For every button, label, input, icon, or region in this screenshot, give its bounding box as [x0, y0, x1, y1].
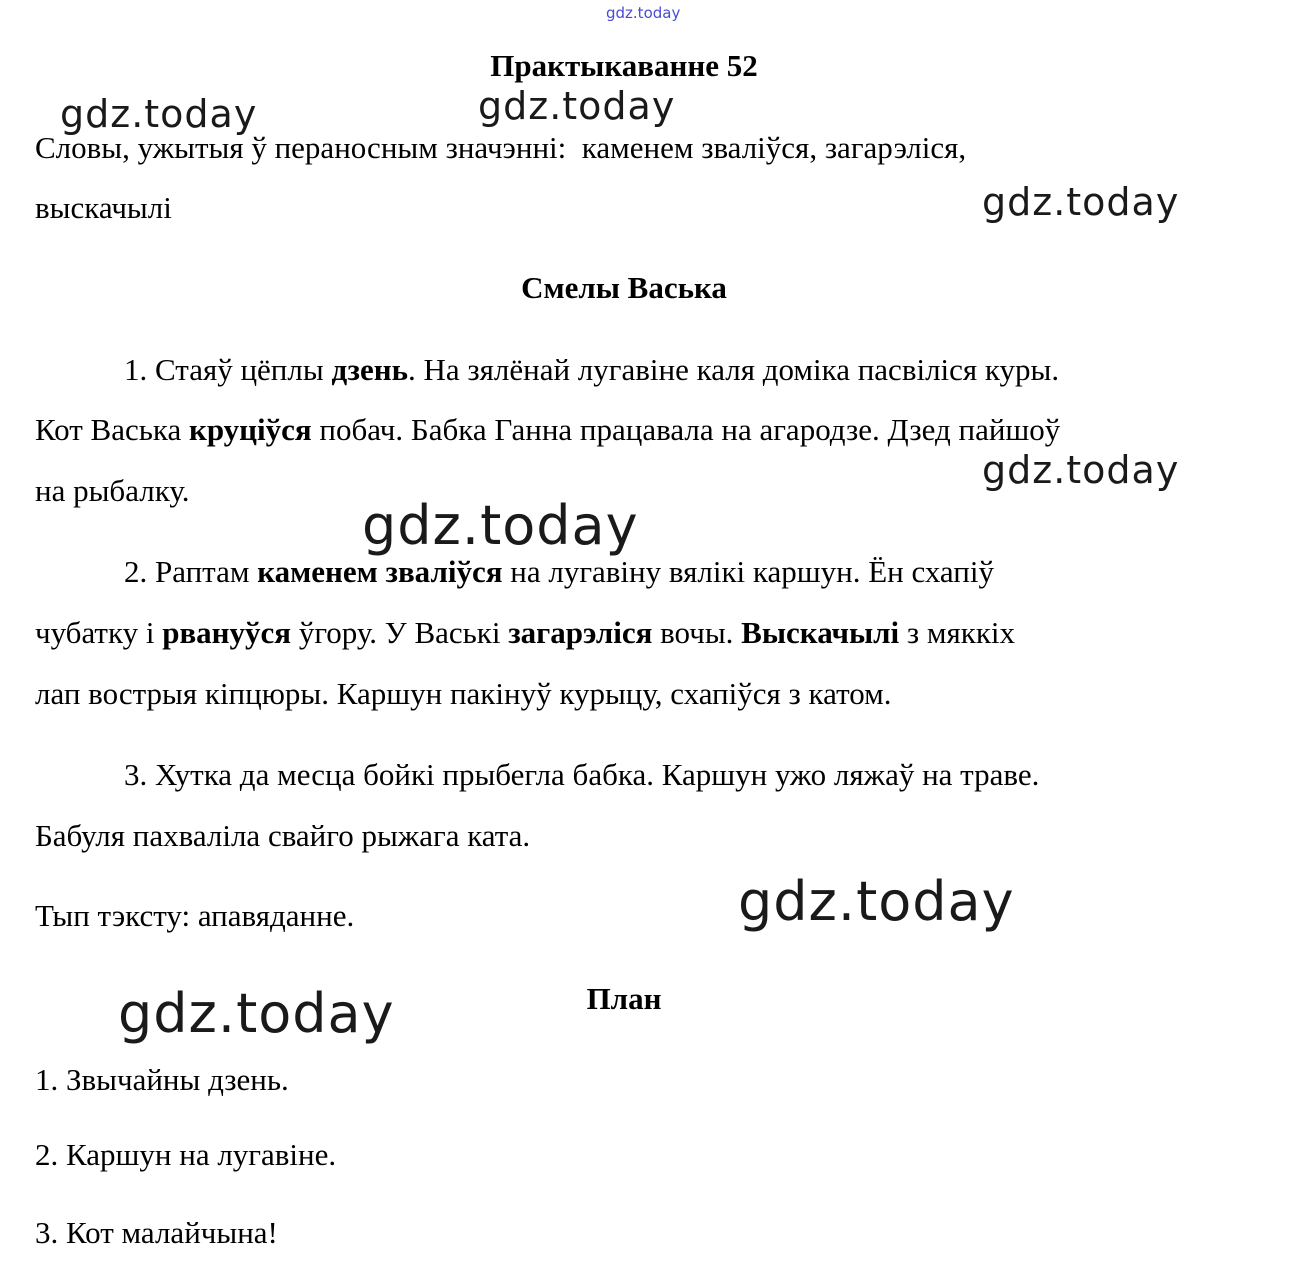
text-run: побач. Бабка Ганна працавала на агародзе. Дзед пайшоў [311, 412, 1061, 447]
watermark: gdz.today [606, 4, 681, 22]
story-line: 3. Хутка да месца бойкі прыбегла бабка. Каршун ужо ляжаў на траве. [124, 757, 1040, 792]
plan-item: 2. Каршун на лугавіне. [35, 1137, 337, 1172]
intro-label: Словы, ужытыя ў пераносным значэнні: [35, 130, 567, 165]
text-run: . На зялёнай лугавіне каля доміка пасвіліся куры. [407, 352, 1060, 387]
story-line [35, 613, 1015, 653]
text-run: на лугавіну вялікі каршун. Ён схапіў [502, 554, 994, 589]
watermark: gdz.today [478, 84, 676, 128]
plan-item: 3. Кот малайчына! [35, 1215, 278, 1250]
watermark: gdz.today [60, 92, 258, 136]
highlighted-word: рвануўся [162, 615, 292, 650]
text-run: 1. Стаяў цёплы [124, 352, 332, 387]
text-type: Тып тэксту: апавяданне. [35, 898, 355, 933]
page-title: Практыкаванне 52 [490, 48, 758, 83]
story-title: Смелы Васька [521, 270, 727, 305]
highlighted-word: загарэліся [508, 615, 653, 650]
text-run: ўгору. У Ваські [291, 615, 509, 650]
text-run: Кот Васька [35, 412, 189, 447]
story-line [124, 552, 994, 592]
story-line [35, 410, 1060, 450]
watermark: gdz.today [118, 982, 395, 1045]
plan-title: План [586, 981, 662, 1016]
plan-item: 1. Звычайны дзень. [35, 1062, 289, 1097]
text-run: з мяккіх [899, 615, 1016, 650]
highlighted-word: каменем зваліўся [257, 554, 503, 589]
intro-line [35, 128, 966, 168]
highlighted-word: круціўся [188, 412, 312, 447]
watermark: gdz.today [982, 448, 1180, 492]
intro-line: выскачылі [35, 190, 172, 225]
watermark: gdz.today [738, 870, 1015, 933]
text-run: 2. Раптам [124, 554, 258, 589]
text-run: чубатку і [35, 615, 163, 650]
story-line: Бабуля пахваліла свайго рыжага ката. [35, 818, 531, 853]
figurative-words: каменем зваліўся, загарэліся, [581, 130, 967, 165]
highlighted-word: дзень [331, 352, 408, 387]
story-line: на рыбалку. [35, 473, 190, 508]
story-line [124, 350, 1059, 390]
watermark: gdz.today [362, 494, 639, 557]
highlighted-word: Выскачылі [741, 615, 900, 650]
story-line: лап вострыя кіпцюры. Каршун пакінуў курыцу, схапіўся з катом. [35, 676, 892, 711]
watermark: gdz.today [982, 180, 1180, 224]
text-run: вочы. [652, 615, 742, 650]
